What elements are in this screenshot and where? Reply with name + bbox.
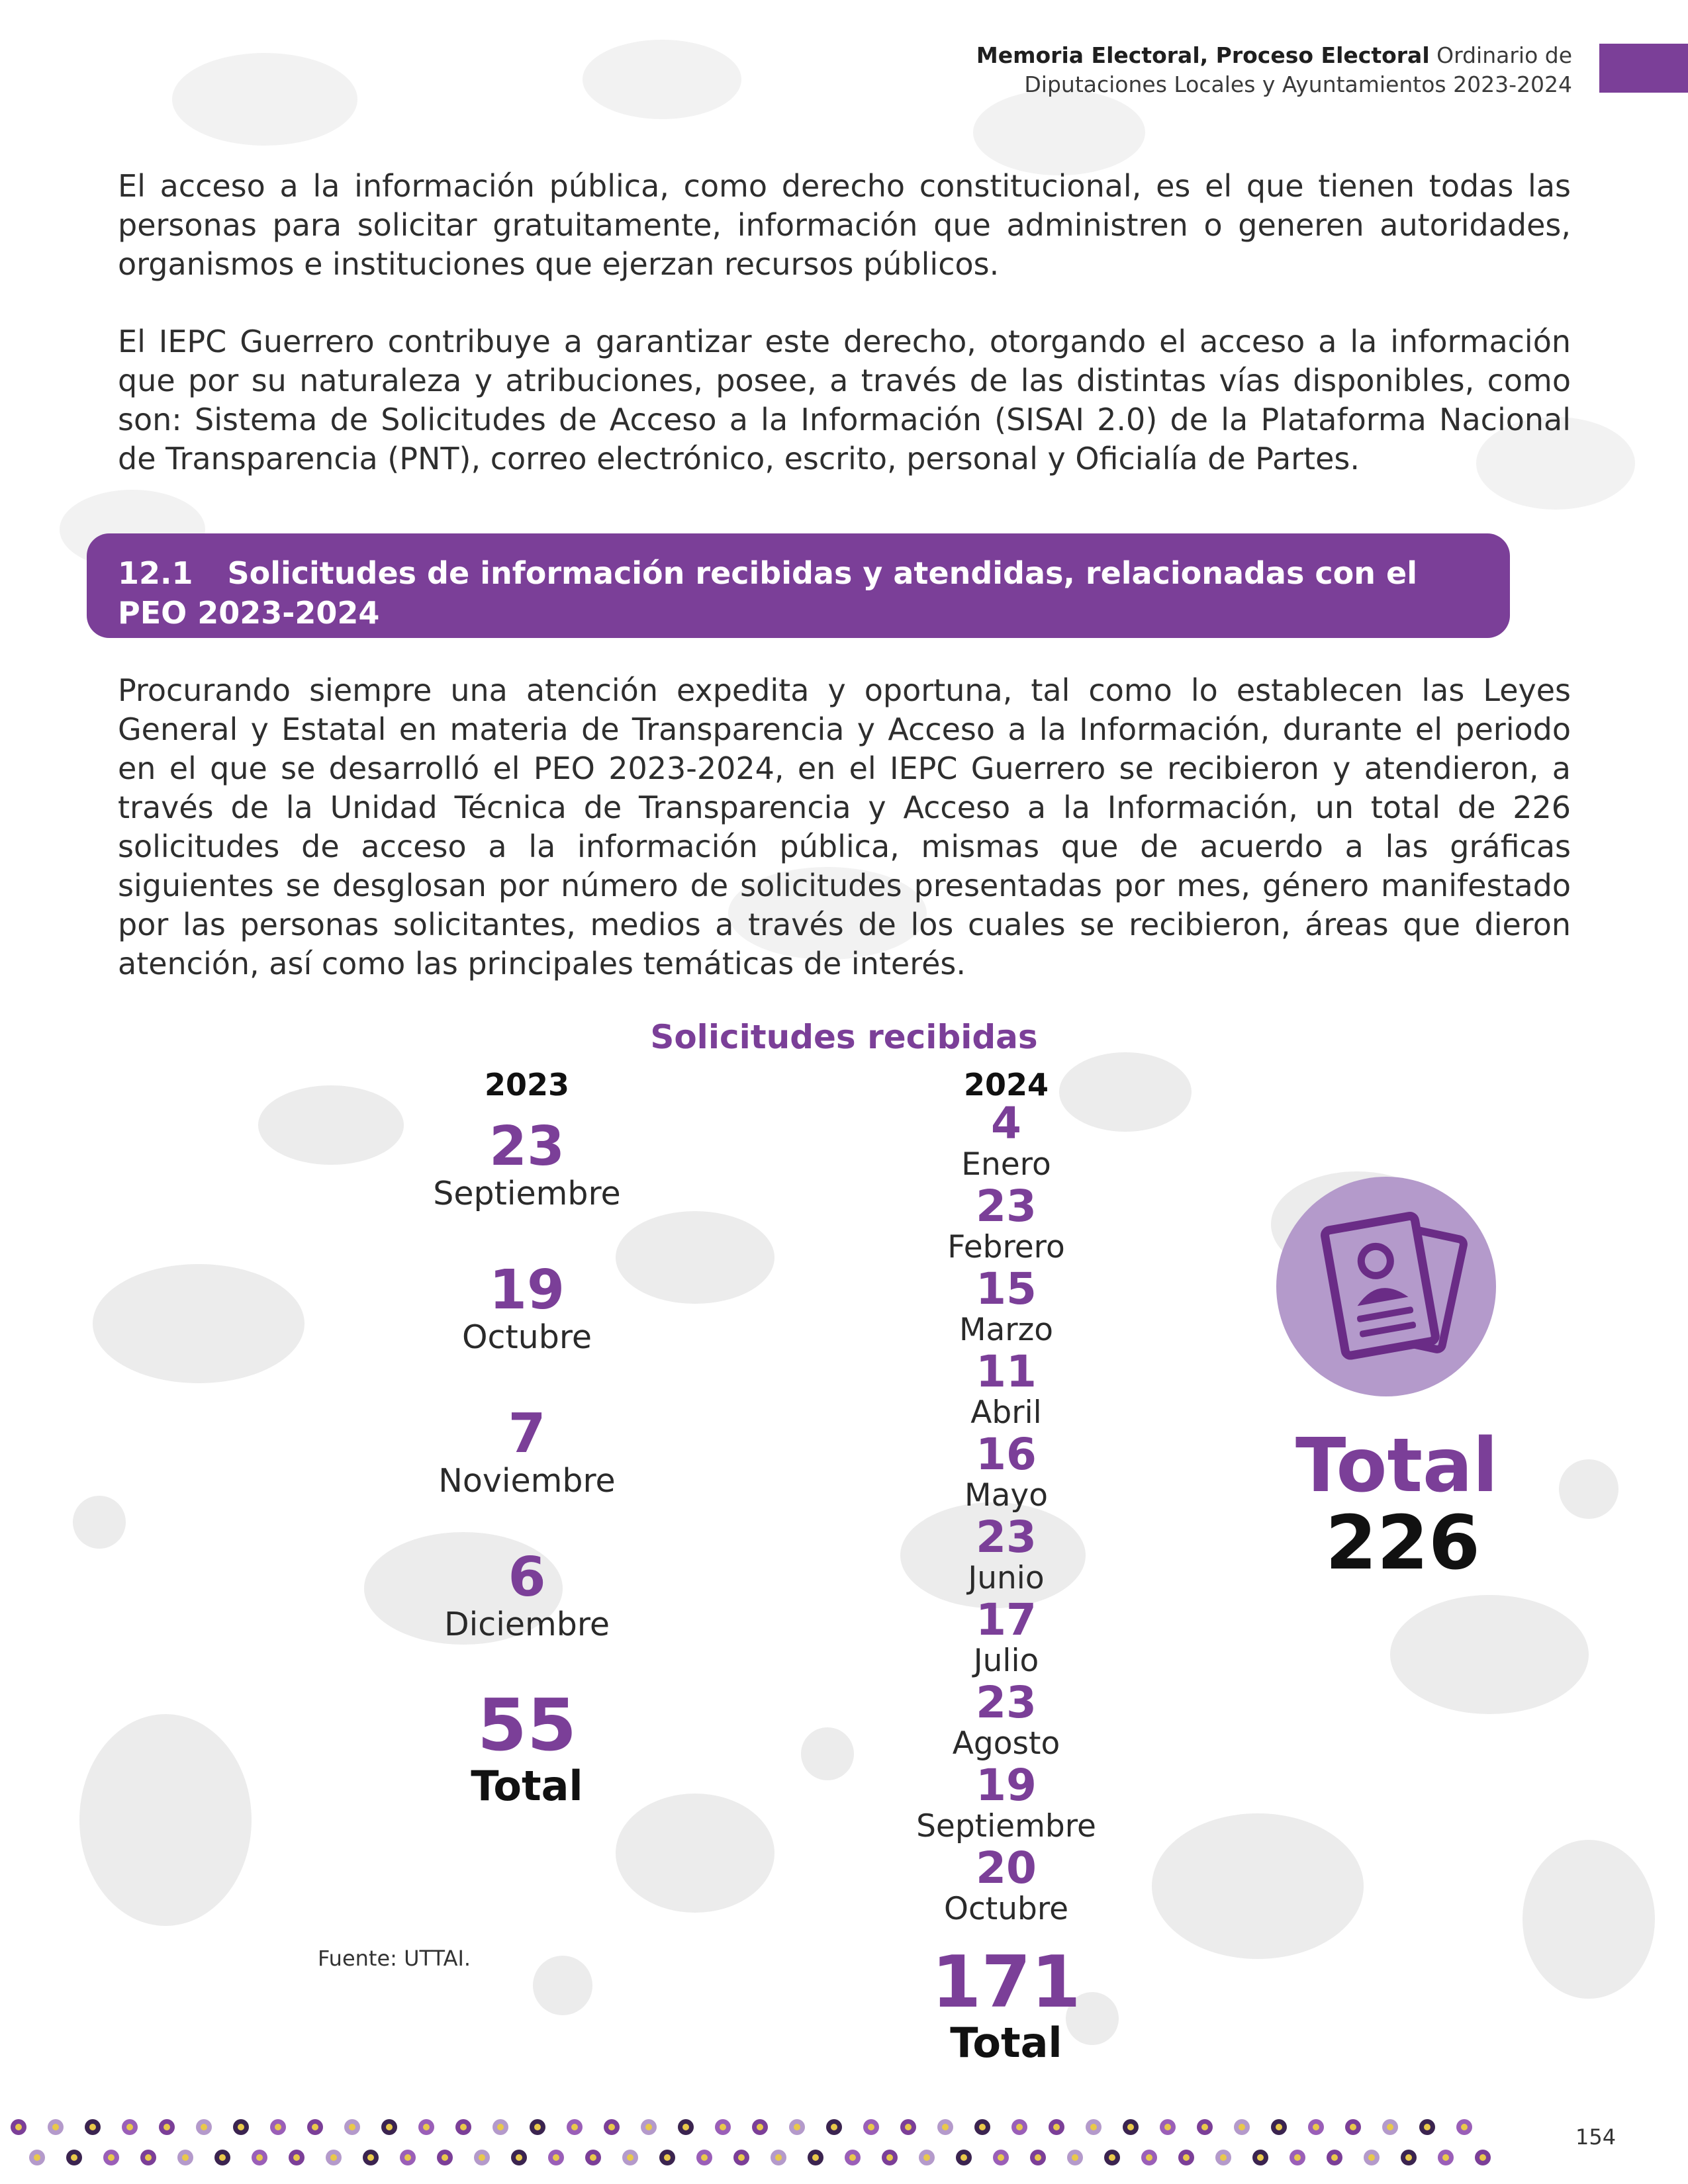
embroidery-motif-center bbox=[1109, 2154, 1115, 2161]
month-label: Octubre bbox=[461, 1318, 592, 1356]
embroidery-motif-center bbox=[849, 2154, 856, 2161]
embroidery-motif-center bbox=[1387, 2124, 1393, 2130]
header-title bbox=[976, 41, 1572, 70]
month-value: 11 bbox=[976, 1346, 1037, 1397]
embroidery-motif-center bbox=[720, 2124, 726, 2130]
month-item bbox=[361, 1402, 692, 1500]
month-value: 23 bbox=[976, 1677, 1037, 1728]
embroidery-motif-center bbox=[812, 2154, 819, 2161]
embroidery-motif-center bbox=[71, 2154, 77, 2161]
month-value: 7 bbox=[508, 1402, 546, 1465]
total-2024 bbox=[874, 1941, 1139, 2067]
month-value: 4 bbox=[991, 1098, 1021, 1149]
embroidery-motif-center bbox=[738, 2154, 745, 2161]
month-label: Octubre bbox=[943, 1891, 1069, 1927]
month-item bbox=[874, 1263, 1139, 1350]
month-item bbox=[361, 1259, 692, 1356]
month-item bbox=[874, 1594, 1139, 1681]
embroidery-motif-center bbox=[219, 2154, 226, 2161]
paragraph-intro: El acceso a la información pública, como derecho constitucional, es el que tienen todas las personas para solicitar gratuitamente, información que administren o generen autoridades, organismos e instituciones que ejerzan recursos públicos. bbox=[118, 168, 1571, 282]
embroidery-motif-center bbox=[1201, 2124, 1208, 2130]
embroidery-motif-center bbox=[886, 2154, 893, 2161]
embroidery-motif-center bbox=[460, 2124, 467, 2130]
embroidery-motif-center bbox=[571, 2124, 578, 2130]
embroidery-motif-center bbox=[1313, 2124, 1319, 2130]
embroidery-motif-center bbox=[1183, 2154, 1190, 2161]
embroidery-motif-center bbox=[1146, 2154, 1152, 2161]
month-item bbox=[874, 1098, 1139, 1185]
embroidery-motif-center bbox=[15, 2124, 22, 2130]
embroidery-motif-center bbox=[367, 2154, 374, 2161]
total-2024-value: 171 bbox=[931, 1941, 1081, 2024]
embroidery-border bbox=[0, 2111, 1503, 2173]
month-label: Septiembre bbox=[433, 1175, 621, 1212]
embroidery-motif-center bbox=[682, 2124, 689, 2130]
month-item bbox=[361, 1546, 692, 1643]
month-value: 17 bbox=[976, 1594, 1037, 1645]
embroidery-motif-center bbox=[553, 2154, 559, 2161]
year-2024-label: 2024 bbox=[963, 1067, 1049, 1103]
embroidery-motif-center bbox=[108, 2154, 115, 2161]
embroidery-motif-center bbox=[516, 2154, 522, 2161]
embroidery-motif-center bbox=[1164, 2124, 1171, 2130]
embroidery-motif-center bbox=[1016, 2124, 1023, 2130]
month-value: 23 bbox=[489, 1115, 565, 1178]
embroidery-motif-center bbox=[386, 2124, 393, 2130]
month-value: 15 bbox=[976, 1263, 1037, 1314]
section-heading bbox=[87, 533, 1510, 638]
month-item bbox=[874, 1181, 1139, 1267]
header-title-rest: Ordinario de bbox=[1429, 42, 1572, 68]
month-item bbox=[874, 1429, 1139, 1516]
month-value: 19 bbox=[489, 1259, 565, 1322]
month-label: Marzo bbox=[959, 1312, 1054, 1348]
embroidery-motif-center bbox=[145, 2154, 152, 2161]
section-title: Solicitudes de información recibidas y atendidas, relacionadas con el PEO 2023-2024 bbox=[118, 555, 1417, 631]
embroidery-motif-center bbox=[201, 2124, 207, 2130]
source-note: Fuente: UTTAI. bbox=[318, 1946, 471, 1971]
embroidery-motif-center bbox=[423, 2124, 430, 2130]
month-item bbox=[361, 1115, 692, 1212]
month-value: 23 bbox=[976, 1512, 1037, 1563]
month-value: 6 bbox=[508, 1546, 546, 1609]
embroidery-motif-center bbox=[757, 2124, 763, 2130]
year-2023-label: 2023 bbox=[484, 1067, 570, 1103]
month-label: Enero bbox=[961, 1146, 1051, 1183]
embroidery-motif-center bbox=[1368, 2154, 1375, 2161]
grand-total bbox=[1231, 1423, 1562, 1586]
embroidery-motif-center bbox=[330, 2154, 337, 2161]
month-value: 16 bbox=[976, 1429, 1037, 1480]
embroidery-motif-center bbox=[590, 2154, 596, 2161]
embroidery-motif-center bbox=[164, 2124, 170, 2130]
embroidery-motif-center bbox=[293, 2154, 300, 2161]
month-item bbox=[874, 1512, 1139, 1598]
month-item bbox=[874, 1760, 1139, 1846]
embroidery-motif-center bbox=[404, 2154, 411, 2161]
embroidery-motif-center bbox=[479, 2154, 485, 2161]
embroidery-motif-center bbox=[126, 2124, 133, 2130]
embroidery-motif-center bbox=[868, 2124, 874, 2130]
month-label: Mayo bbox=[964, 1477, 1048, 1514]
month-label: Noviembre bbox=[438, 1462, 616, 1500]
total-2023-value: 55 bbox=[477, 1684, 577, 1767]
month-label: Febrero bbox=[947, 1229, 1065, 1265]
embroidery-motif-center bbox=[961, 2154, 967, 2161]
embroidery-motif-center bbox=[1350, 2124, 1356, 2130]
embroidery-motif-center bbox=[1257, 2154, 1264, 2161]
embroidery-motif-center bbox=[923, 2154, 930, 2161]
section-number: 12.1 bbox=[118, 555, 193, 591]
embroidery-motif-center bbox=[1127, 2124, 1134, 2130]
embroidery-motif-center bbox=[1239, 2124, 1245, 2130]
embroidery-motif-center bbox=[664, 2154, 671, 2161]
embroidery-motif-center bbox=[238, 2124, 244, 2130]
embroidery-motif-center bbox=[1294, 2154, 1301, 2161]
embroidery-motif-center bbox=[701, 2154, 708, 2161]
month-item bbox=[874, 1677, 1139, 1764]
embroidery-motif-center bbox=[608, 2124, 615, 2130]
grand-total-value: 226 bbox=[1325, 1500, 1480, 1586]
embroidery-motif-center bbox=[534, 2124, 541, 2130]
month-value: 20 bbox=[976, 1843, 1037, 1893]
embroidery-motif-center bbox=[89, 2124, 96, 2130]
total-2023 bbox=[361, 1684, 692, 1810]
embroidery-motif-center bbox=[1331, 2154, 1338, 2161]
month-label: Junio bbox=[968, 1560, 1045, 1596]
embroidery-motif-center bbox=[256, 2154, 263, 2161]
embroidery-motif-center bbox=[1276, 2124, 1282, 2130]
embroidery-motif-center bbox=[905, 2124, 912, 2130]
month-label: Diciembre bbox=[444, 1606, 610, 1643]
embroidery-motif-center bbox=[979, 2124, 986, 2130]
header-accent-bar bbox=[1599, 44, 1688, 93]
embroidery-motif-center bbox=[942, 2124, 949, 2130]
embroidery-motif-center bbox=[645, 2124, 652, 2130]
embroidery-motif-center bbox=[1072, 2154, 1078, 2161]
embroidery-motif-center bbox=[312, 2124, 318, 2130]
embroidery-motif-center bbox=[998, 2154, 1004, 2161]
paragraph-iepc: El IEPC Guerrero contribuye a garantizar este derecho, otorgando el acceso a la información que por su naturaleza y atribuciones, posee, a través de las distintas vías disponibles, como son: Sistema de Solicitudes de Acceso a la Información (SISAI 2.0) de la Plataforma Nacional de Transparencia (PNT), correo electrónico, escrito, personal y Oficialía de Partes. bbox=[118, 324, 1571, 477]
embroidery-motif-center bbox=[1090, 2124, 1097, 2130]
embroidery-motif-center bbox=[775, 2154, 782, 2161]
embroidery-motif-center bbox=[1461, 2124, 1468, 2130]
header-title-bold: Memoria Electoral, Proceso Electoral bbox=[976, 42, 1430, 68]
header-subtitle: Diputaciones Locales y Ayuntamientos 2023-2024 bbox=[1024, 71, 1572, 97]
month-item bbox=[874, 1346, 1139, 1433]
page-number: 154 bbox=[1575, 2124, 1617, 2150]
month-item bbox=[874, 1843, 1139, 1929]
page-header bbox=[976, 41, 1572, 99]
embroidery-motif-center bbox=[182, 2154, 189, 2161]
chart-title: Solicitudes recibidas bbox=[650, 1018, 1038, 1056]
embroidery-motif-center bbox=[52, 2124, 59, 2130]
embroidery-motif-center bbox=[794, 2124, 800, 2130]
month-label: Julio bbox=[973, 1643, 1039, 1679]
embroidery-motif-center bbox=[497, 2124, 504, 2130]
paragraph-description: Procurando siempre una atención expedita y oportuna, tal como lo establecen las Leyes General y Estatal en materia de Transparencia y Acceso a la Información, durante el periodo en el que se desarrolló el PEO 2023-2024, en el IEPC Guerrero se recibieron y atendieron, a través de la Unidad Técnica de Transparencia y Acceso a la Información, un total de 226 solicitudes de acceso a la información pública, mismas que de acuerdo a las gráficas siguientes se desglosan por número de solicitudes presentadas por mes, género manifestado por las personas solicitantes, medios a través de los cuales se recibieron, áreas que dieron atención, así como las principales temáticas de interés. bbox=[118, 672, 1571, 981]
embroidery-motif-center bbox=[349, 2124, 355, 2130]
embroidery-motif-center bbox=[34, 2154, 40, 2161]
month-label: Septiembre bbox=[916, 1808, 1096, 1844]
embroidery-motif-center bbox=[1405, 2154, 1412, 2161]
grand-total-label: Total bbox=[1295, 1423, 1498, 1509]
embroidery-motif-center bbox=[275, 2124, 281, 2130]
embroidery-motif-center bbox=[1424, 2124, 1430, 2130]
embroidery-motif-center bbox=[1035, 2154, 1041, 2161]
total-2023-label: Total bbox=[471, 1762, 583, 1810]
month-value: 23 bbox=[976, 1181, 1037, 1232]
total-2024-label: Total bbox=[950, 2019, 1062, 2067]
month-label: Agosto bbox=[952, 1725, 1060, 1762]
document-profile-icon bbox=[1276, 1177, 1496, 1396]
embroidery-motif-center bbox=[1053, 2124, 1060, 2130]
embroidery-motif-center bbox=[627, 2154, 633, 2161]
embroidery-motif-center bbox=[442, 2154, 448, 2161]
embroidery-motif-center bbox=[831, 2124, 837, 2130]
embroidery-motif-center bbox=[1479, 2154, 1486, 2161]
embroidery-motif-center bbox=[1442, 2154, 1449, 2161]
month-label: Abril bbox=[970, 1394, 1042, 1431]
month-value: 19 bbox=[976, 1760, 1037, 1811]
embroidery-motif-center bbox=[1220, 2154, 1227, 2161]
